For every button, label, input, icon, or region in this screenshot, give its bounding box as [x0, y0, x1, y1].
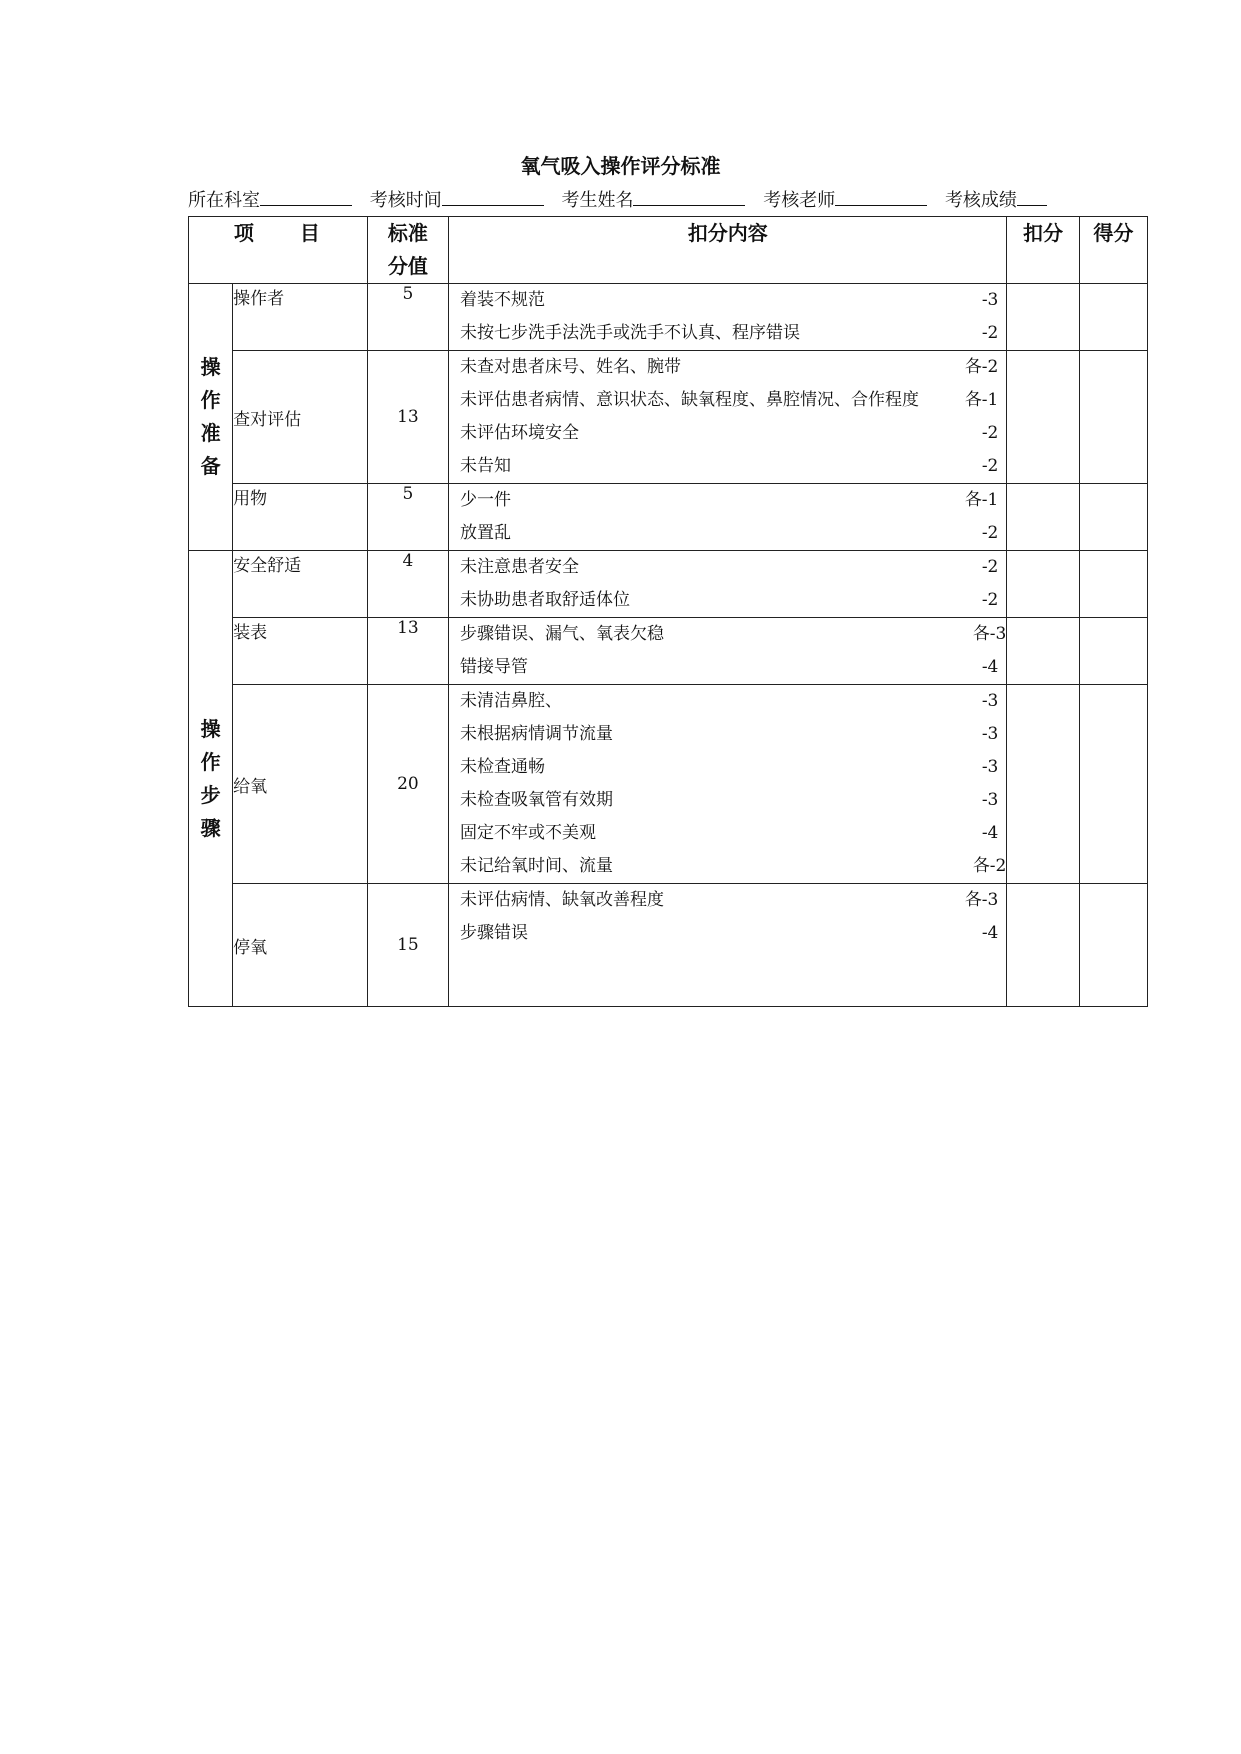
rule-points: -4	[981, 657, 999, 677]
rule-points: -4	[981, 823, 999, 843]
deduct-cell[interactable]	[1007, 484, 1079, 551]
group-char: 步	[200, 782, 221, 807]
rule-text: 未查对患者床号、姓名、腕带	[460, 357, 682, 377]
rule-line	[449, 384, 1006, 417]
rule-text: 固定不牢或不美观	[460, 823, 597, 843]
rule-text: 未告知	[460, 456, 512, 476]
rule-text: 未注意患者安全	[460, 557, 580, 577]
time-field[interactable]	[442, 187, 544, 206]
rule-points: 各-1	[964, 490, 999, 510]
standard-score: 20	[367, 685, 448, 884]
table-row	[189, 618, 1148, 685]
rule-text: 少一件	[460, 490, 512, 510]
deduct-cell[interactable]	[1007, 284, 1079, 351]
score-cell[interactable]	[1079, 618, 1147, 685]
item-name: 装表	[233, 618, 368, 685]
rules-cell	[449, 284, 1007, 351]
rules-cell	[449, 884, 1007, 1007]
department-label: 所在科室	[188, 190, 260, 211]
score-cell[interactable]	[1079, 685, 1147, 884]
table-row	[189, 551, 1148, 618]
standard-score: 13	[367, 351, 448, 484]
deduct-cell[interactable]	[1007, 351, 1079, 484]
exam-info-line	[188, 186, 1059, 212]
rule-text: 未检查吸氧管有效期	[460, 790, 614, 810]
rule-points: -2	[981, 523, 999, 543]
rules-cell	[449, 685, 1007, 884]
scoring-table	[188, 216, 1148, 1007]
rule-line	[449, 685, 1006, 718]
header-standard-line2: 分值	[387, 254, 428, 278]
rule-text: 放置乱	[460, 523, 512, 543]
table-row	[189, 484, 1148, 551]
standard-score: 5	[367, 484, 448, 551]
page-title: 氧气吸入操作评分标准	[520, 154, 721, 178]
rule-line	[449, 417, 1006, 450]
rule-points: -2	[981, 590, 999, 610]
rule-points: -2	[981, 456, 999, 476]
rules-cell	[449, 484, 1007, 551]
rule-line	[449, 484, 1006, 517]
teacher-field[interactable]	[835, 187, 927, 206]
table-row	[189, 351, 1148, 484]
group-char: 准	[200, 421, 221, 445]
rule-text: 未清洁鼻腔、	[460, 691, 563, 711]
header-deduct: 扣分	[1007, 217, 1079, 284]
header-score: 得分	[1079, 217, 1147, 284]
deduct-cell[interactable]	[1007, 618, 1079, 685]
rule-text: 未协助患者取舒适体位	[460, 590, 631, 610]
header-standard-line1: 标准	[387, 221, 428, 245]
rule-line	[449, 817, 1006, 850]
rule-line	[449, 317, 1006, 350]
rule-points: 各-1	[964, 390, 999, 410]
rule-line	[449, 751, 1006, 784]
standard-score: 13	[367, 618, 448, 685]
rule-points: 各-2	[972, 856, 1007, 876]
rule-points: -3	[981, 290, 999, 310]
rule-line	[449, 884, 1006, 917]
group-char: 备	[200, 454, 221, 478]
time-label: 考核时间	[369, 190, 442, 211]
rule-line	[449, 517, 1006, 550]
score-cell[interactable]	[1079, 551, 1147, 618]
item-name: 查对评估	[233, 351, 368, 484]
rules-cell	[449, 618, 1007, 685]
rule-line	[449, 351, 1006, 384]
deduct-cell[interactable]	[1007, 551, 1079, 618]
rule-text: 未评估患者病情、意识状态、缺氧程度、鼻腔情况、合作程度	[460, 390, 920, 410]
rule-text: 错接导管	[460, 657, 529, 677]
teacher-label: 考核老师	[763, 190, 836, 211]
rule-points: -3	[981, 691, 999, 711]
rule-text: 未根据病情调节流量	[460, 724, 614, 744]
table-row	[189, 884, 1148, 1007]
rule-points: -3	[981, 790, 999, 810]
department-field[interactable]	[260, 187, 352, 206]
rule-points: -2	[981, 423, 999, 443]
deduct-cell[interactable]	[1007, 685, 1079, 884]
group-char: 操	[200, 355, 221, 379]
score-cell[interactable]	[1079, 484, 1147, 551]
rule-points: -3	[981, 724, 999, 744]
rule-line	[449, 718, 1006, 751]
rule-line	[449, 584, 1006, 617]
header-standard	[367, 217, 448, 284]
standard-score: 5	[367, 284, 448, 351]
rule-text: 未评估环境安全	[460, 423, 580, 443]
name-label: 考生姓名	[561, 190, 634, 211]
rule-line	[449, 551, 1006, 584]
rule-points: -3	[981, 757, 999, 777]
group-char: 作	[200, 749, 221, 774]
rules-cell	[449, 351, 1007, 484]
rule-line	[449, 618, 1006, 651]
header-item: 项 目	[189, 217, 368, 284]
item-name: 安全舒适	[233, 551, 368, 618]
rule-points: 各-2	[964, 357, 999, 377]
deduct-cell[interactable]	[1007, 884, 1079, 1007]
rule-text: 未按七步洗手法洗手或洗手不认真、程序错误	[460, 323, 801, 343]
result-field[interactable]	[1017, 187, 1047, 206]
name-field[interactable]	[633, 187, 745, 206]
group-label-preparation	[189, 284, 233, 551]
header-content: 扣分内容	[449, 217, 1007, 284]
group-label-steps	[189, 551, 233, 1007]
rule-text: 步骤错误	[460, 923, 529, 943]
rule-line	[449, 284, 1006, 317]
score-cell[interactable]	[1079, 284, 1147, 351]
score-cell[interactable]	[1079, 884, 1147, 1007]
score-cell[interactable]	[1079, 351, 1147, 484]
rule-line	[449, 784, 1006, 817]
rule-points: 各-3	[972, 624, 1007, 644]
rule-text: 未评估病情、缺氧改善程度	[460, 890, 665, 910]
group-char: 作	[200, 388, 221, 412]
rule-points: -2	[981, 557, 999, 577]
rule-line	[449, 917, 1006, 950]
result-label: 考核成绩	[944, 190, 1017, 211]
item-name: 操作者	[233, 284, 368, 351]
rule-line	[449, 450, 1006, 483]
rule-line	[449, 651, 1006, 684]
group-char: 操	[200, 716, 221, 741]
item-name: 用物	[233, 484, 368, 551]
rule-points: -2	[981, 323, 999, 343]
rule-text: 着装不规范	[460, 290, 546, 310]
table-row	[189, 284, 1148, 351]
rule-points: 各-3	[964, 890, 999, 910]
rule-points: -4	[981, 923, 999, 943]
rule-line	[449, 850, 1006, 883]
item-name: 停氧	[233, 884, 368, 1007]
standard-score: 15	[367, 884, 448, 1007]
table-row	[189, 685, 1148, 884]
rule-text: 未记给氧时间、流量	[460, 856, 614, 876]
rules-cell	[449, 551, 1007, 618]
rule-text: 未检查通畅	[460, 757, 546, 777]
group-char: 骤	[200, 815, 221, 840]
rule-text: 步骤错误、漏气、氧表欠稳	[460, 624, 665, 644]
standard-score: 4	[367, 551, 448, 618]
item-name: 给氧	[233, 685, 368, 884]
